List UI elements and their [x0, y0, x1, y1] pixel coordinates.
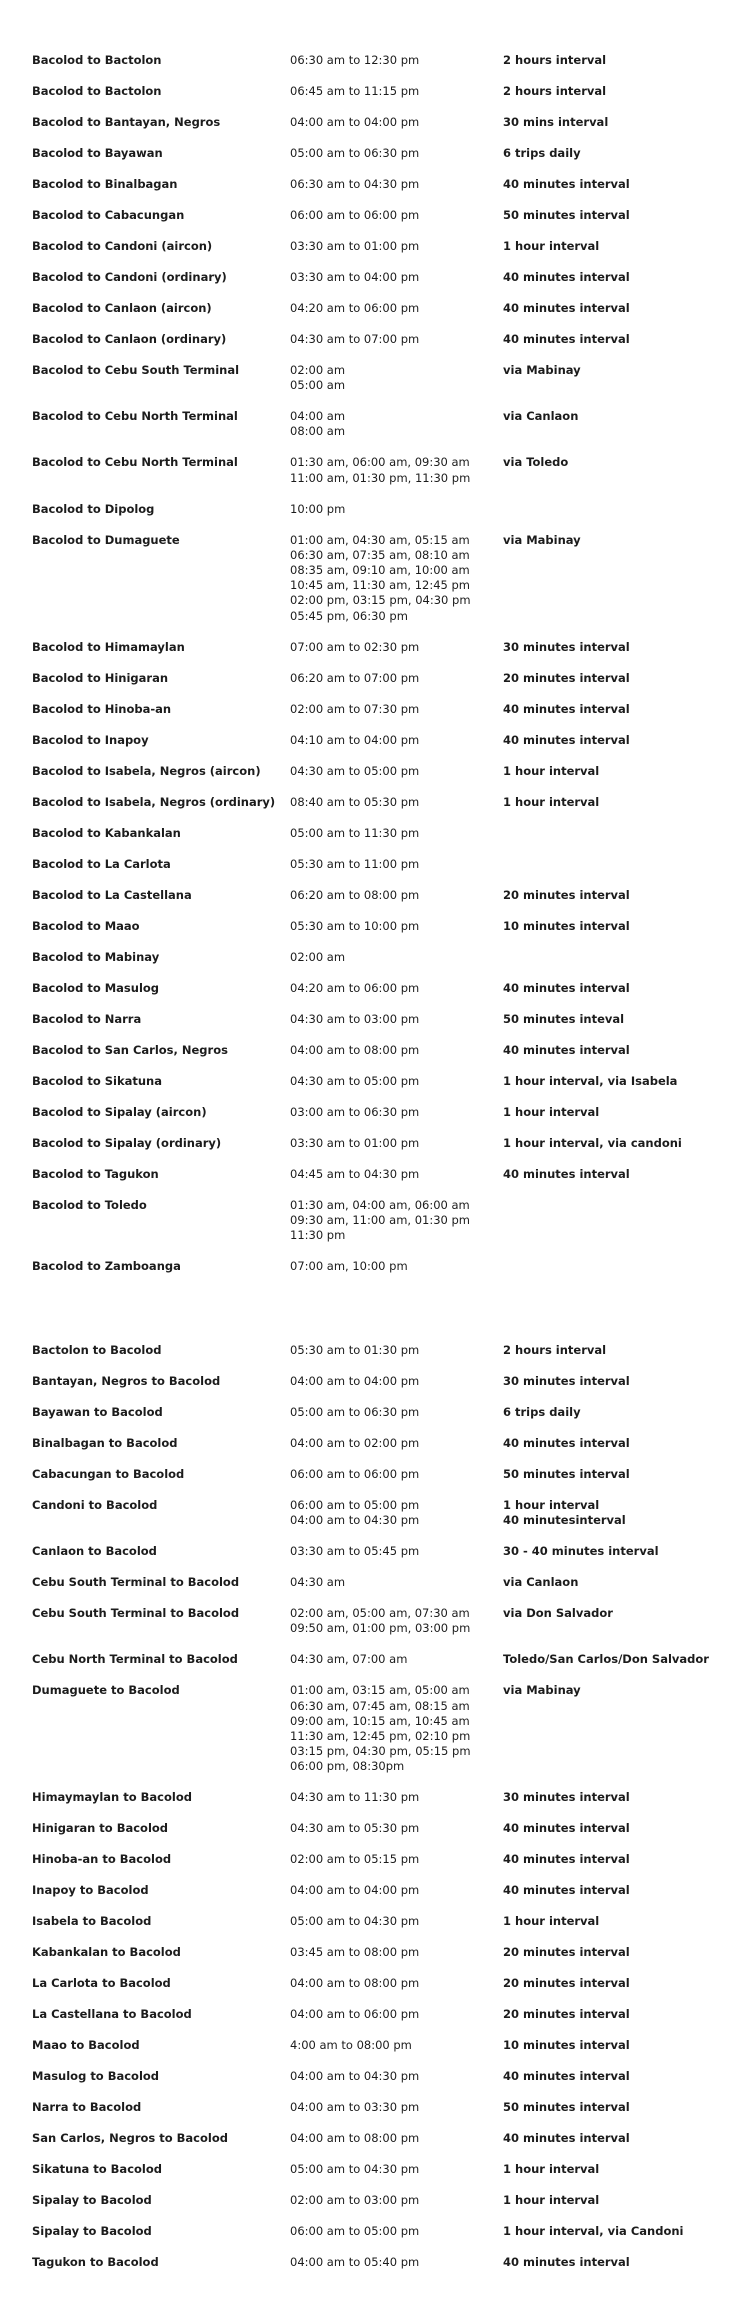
trip-note: 30 minutes interval — [503, 1790, 630, 1805]
trip-note: 6 trips daily — [503, 146, 581, 160]
route-name: Tagukon to Bacolod — [32, 2255, 159, 2270]
trip-note: 40 minutes interval — [503, 1821, 630, 1836]
route-name: Narra to Bacolod — [32, 2100, 142, 2115]
departure-times: 02:00 am 05:00 am — [290, 363, 346, 393]
route-name: Cebu South Terminal to Bacolod — [32, 1606, 240, 1621]
route-name: Bacolod to Dipolog — [32, 501, 155, 516]
departure-times: 05:00 am to 04:30 pm — [290, 2162, 420, 2177]
schedule-row — [32, 502, 732, 517]
schedule-row — [32, 2131, 732, 2146]
trip-note: via Canlaon — [503, 409, 579, 424]
route-name: Bacolod to Cebu South Terminal — [32, 363, 240, 377]
trip-note: via Mabinay — [503, 532, 581, 547]
schedule-row — [32, 1374, 732, 1389]
trip-note: 40 minutes interval — [503, 270, 630, 284]
departure-times: 01:00 am, 03:15 am, 05:00 am 06:30 am, 07:45 am, 08:15 am 09:00 am, 10:15 am, 10:45 am 11:30 am, 12:45 pm, 02:10 pm 03:15 pm, 04:30 pm, 05:15 pm 06:00 pm, 08:30pm — [290, 1683, 471, 1774]
route-name: Bacolod to Himamaylan — [32, 639, 185, 654]
trip-note: 1 hour interval — [503, 2193, 600, 2208]
departure-times: 06:00 am to 06:00 pm — [290, 208, 420, 222]
trip-note: 50 minutes inteval — [503, 1011, 625, 1026]
departure-times: 04:00 am to 04:00 pm — [290, 115, 420, 129]
departure-times: 06:00 am to 06:00 pm — [290, 1467, 420, 1481]
trip-note: 40 minutes interval — [503, 1042, 630, 1057]
schedule-row — [32, 115, 732, 130]
trip-note: 30 minutes interval — [503, 639, 630, 654]
trip-note: 40 minutes interval — [503, 1852, 630, 1867]
schedule-row — [32, 455, 732, 485]
trip-note: Toledo/San Carlos/Don Salvador — [503, 1652, 709, 1667]
schedule-row — [32, 84, 732, 99]
route-name: Bactolon to Bacolod — [32, 1343, 162, 1357]
departure-times: 05:30 am to 11:00 pm — [290, 856, 420, 871]
route-name: Inapoy to Bacolod — [32, 1883, 149, 1898]
route-name: Bacolod to Bactolon — [32, 84, 162, 98]
schedule-row — [32, 671, 732, 686]
departure-times: 06:20 am to 08:00 pm — [290, 887, 420, 902]
departure-times: 04:30 am to 11:30 pm — [290, 1790, 420, 1805]
trip-note: 1 hour interval — [503, 2162, 600, 2177]
schedule-row — [32, 1405, 732, 1420]
route-name: Bacolod to Kabankalan — [32, 825, 181, 840]
trip-note: via Toledo — [503, 455, 569, 470]
schedule-row — [32, 1945, 732, 1960]
schedule-row — [32, 53, 732, 68]
route-name: Sikatuna to Bacolod — [32, 2162, 162, 2177]
schedule-row — [32, 1259, 732, 1274]
departure-times: 06:30 am to 12:30 pm — [290, 53, 420, 67]
trip-note: 50 minutes interval — [503, 208, 630, 222]
trip-note: 2 hours interval — [503, 84, 607, 98]
schedule-row — [32, 1790, 732, 1805]
route-name: Bacolod to Toledo — [32, 1197, 147, 1212]
trip-note: 20 minutes interval — [503, 887, 630, 902]
route-name: Bacolod to Candoni (ordinary) — [32, 270, 227, 284]
schedule-row — [32, 301, 732, 316]
trip-note: via Mabinay — [503, 363, 581, 377]
route-name: Bacolod to Maao — [32, 918, 140, 933]
route-name: Cebu North Terminal to Bacolod — [32, 1652, 238, 1667]
route-name: Bacolod to Bactolon — [32, 53, 162, 67]
trip-note: 1 hour interval, via Isabela — [503, 1073, 678, 1088]
schedule-row — [32, 2007, 732, 2022]
route-name: Masulog to Bacolod — [32, 2069, 160, 2084]
trip-note: 10 minutes interval — [503, 2038, 630, 2053]
trip-note: 20 minutes interval — [503, 670, 630, 685]
trip-note: 40 minutes interval — [503, 177, 630, 191]
schedule-row — [32, 1198, 732, 1244]
schedule-row — [32, 950, 732, 965]
departure-times: 04:00 am to 04:30 pm — [290, 2069, 420, 2084]
route-name: Bacolod to La Carlota — [32, 856, 171, 871]
schedule-row — [32, 409, 732, 439]
schedule-row — [32, 2255, 732, 2270]
schedule-row — [32, 1136, 732, 1151]
route-name: Bacolod to Masulog — [32, 980, 160, 995]
departure-times: 04:30 am to 07:00 pm — [290, 332, 420, 346]
trip-note: 50 minutes interval — [503, 1467, 630, 1481]
departure-times: 05:00 am to 06:30 pm — [290, 146, 420, 160]
schedule-row — [32, 363, 732, 393]
schedule-row — [32, 1043, 732, 1058]
route-name: Bacolod to Binalbagan — [32, 177, 178, 191]
route-name: Sipalay to Bacolod — [32, 2224, 152, 2239]
route-name: San Carlos, Negros to Bacolod — [32, 2131, 228, 2146]
schedule-row — [32, 1167, 732, 1182]
trip-note: 2 hours interval — [503, 1343, 607, 1357]
trip-note: 50 minutes interval — [503, 2100, 630, 2115]
departure-times: 06:30 am to 04:30 pm — [290, 177, 420, 191]
route-name: Bacolod to Isabela, Negros (ordinary) — [32, 794, 276, 809]
departure-times: 03:30 am to 01:00 pm — [290, 1135, 420, 1150]
trip-note: 40 minutes interval — [503, 301, 630, 315]
departure-times: 04:00 am to 08:00 pm — [290, 1042, 420, 1057]
departure-times: 05:00 am to 04:30 pm — [290, 1914, 420, 1929]
departure-times: 04:30 am to 05:30 pm — [290, 1821, 420, 1836]
route-name: Binalbagan to Bacolod — [32, 1436, 178, 1450]
route-name: Sipalay to Bacolod — [32, 2193, 152, 2208]
route-name: Hinoba-an to Bacolod — [32, 1852, 172, 1867]
schedule-row — [32, 533, 732, 624]
schedule-row — [32, 1498, 732, 1528]
trip-note: 40 minutes interval — [503, 332, 630, 346]
departure-times: 04:30 am — [290, 1575, 346, 1590]
route-name: Isabela to Bacolod — [32, 1914, 152, 1929]
trip-note: 30 minutes interval — [503, 1374, 630, 1388]
departure-times: 04:00 am to 05:40 pm — [290, 2255, 420, 2270]
route-name: Bacolod to Dumaguete — [32, 532, 180, 547]
route-name: Bacolod to Bantayan, Negros — [32, 115, 221, 129]
route-name: Bacolod to Candoni (aircon) — [32, 239, 213, 253]
schedule-row — [32, 2069, 732, 2084]
schedule-row — [32, 826, 732, 841]
trip-note: 40 minutes interval — [503, 701, 630, 716]
departure-times: 03:30 am to 05:45 pm — [290, 1544, 420, 1559]
schedule-row — [32, 177, 732, 192]
schedule-row — [32, 1012, 732, 1027]
departure-times: 06:20 am to 07:00 pm — [290, 670, 420, 685]
departure-times: 05:30 am to 10:00 pm — [290, 918, 420, 933]
route-name: Himaymaylan to Bacolod — [32, 1790, 192, 1805]
route-name: Canlaon to Bacolod — [32, 1544, 157, 1559]
route-name: Maao to Bacolod — [32, 2038, 140, 2053]
trip-note: via Canlaon — [503, 1575, 579, 1590]
trip-note: 1 hour interval — [503, 794, 600, 809]
trip-note: 1 hour interval — [503, 763, 600, 778]
departure-times: 04:20 am to 06:00 pm — [290, 980, 420, 995]
departure-times: 01:00 am, 04:30 am, 05:15 am 06:30 am, 07:35 am, 08:10 am 08:35 am, 09:10 am, 10:00 am 10:45 am, 11:30 am, 12:45 pm 02:00 pm, 03:15 pm, 04:30 pm 05:45 pm, 06:30 pm — [290, 532, 471, 623]
departure-times: 04:00 am to 02:00 pm — [290, 1436, 420, 1450]
departure-times: 05:00 am to 06:30 pm — [290, 1405, 420, 1419]
route-name: Bacolod to San Carlos, Negros — [32, 1042, 228, 1057]
route-name: Bacolod to Sipalay (aircon) — [32, 1104, 207, 1119]
schedule-row — [32, 1544, 732, 1559]
schedule-row — [32, 2100, 732, 2115]
trip-note: 1 hour interval, via Candoni — [503, 2224, 684, 2239]
trip-note: 1 hour interval — [503, 1104, 600, 1119]
schedule-row — [32, 795, 732, 810]
departure-times: 05:30 am to 01:30 pm — [290, 1343, 420, 1357]
departure-times: 06:00 am to 05:00 pm 04:00 am to 04:30 pm — [290, 1498, 420, 1528]
departure-times: 02:00 am to 07:30 pm — [290, 701, 420, 716]
trip-note: via Don Salvador — [503, 1606, 613, 1621]
route-name: Bacolod to Cabacungan — [32, 208, 185, 222]
departure-times: 04:00 am to 08:00 pm — [290, 2131, 420, 2146]
schedule-row — [32, 2224, 732, 2239]
route-name: Cebu South Terminal to Bacolod — [32, 1575, 240, 1590]
departure-times: 04:00 am to 03:30 pm — [290, 2100, 420, 2115]
departure-times: 02:00 am to 03:00 pm — [290, 2193, 420, 2208]
departure-times: 02:00 am, 05:00 am, 07:30 am 09:50 am, 01:00 pm, 03:00 pm — [290, 1606, 471, 1636]
schedule-row — [32, 270, 732, 285]
trip-note: 10 minutes interval — [503, 918, 630, 933]
schedule-row — [32, 208, 732, 223]
outbound-schedule — [32, 53, 732, 1290]
trip-note: via Mabinay — [503, 1683, 581, 1698]
route-name: Bacolod to Zamboanga — [32, 1259, 181, 1274]
trip-note: 40 minutes interval — [503, 1436, 630, 1450]
departure-times: 07:00 am, 10:00 pm — [290, 1259, 408, 1274]
departure-times: 01:30 am, 04:00 am, 06:00 am 09:30 am, 11:00 am, 01:30 pm 11:30 pm — [290, 1197, 471, 1243]
route-name: Bacolod to La Castellana — [32, 887, 192, 902]
route-name: La Carlota to Bacolod — [32, 1976, 171, 1991]
route-name: Bacolod to Canlaon (ordinary) — [32, 332, 227, 346]
schedule-row — [32, 2193, 732, 2208]
schedule-row — [32, 1074, 732, 1089]
trip-note: 40 minutes interval — [503, 1166, 630, 1181]
trip-note: 40 minutes interval — [503, 2131, 630, 2146]
route-name: Bacolod to Cebu North Terminal — [32, 455, 238, 470]
trip-note: 40 minutes interval — [503, 1883, 630, 1898]
schedule-row — [32, 2162, 732, 2177]
trip-note: 30 - 40 minutes interval — [503, 1544, 659, 1559]
schedule-row — [32, 1821, 732, 1836]
departure-times: 10:00 pm — [290, 501, 346, 516]
route-name: Bacolod to Canlaon (aircon) — [32, 301, 212, 315]
route-name: La Castellana to Bacolod — [32, 2007, 192, 2022]
departure-times: 04:30 am to 05:00 pm — [290, 1073, 420, 1088]
route-name: Hinigaran to Bacolod — [32, 1821, 169, 1836]
trip-note: 6 trips daily — [503, 1405, 581, 1419]
departure-times: 05:00 am to 11:30 pm — [290, 825, 420, 840]
route-name: Kabankalan to Bacolod — [32, 1945, 181, 1960]
trip-note: 2 hours interval — [503, 53, 607, 67]
schedule-row — [32, 1852, 732, 1867]
schedule-row — [32, 1606, 732, 1636]
route-name: Bacolod to Narra — [32, 1011, 142, 1026]
departure-times: 04:30 am to 03:00 pm — [290, 1011, 420, 1026]
departure-times: 04:00 am to 04:00 pm — [290, 1374, 420, 1388]
schedule-row — [32, 1976, 732, 1991]
route-name: Dumaguete to Bacolod — [32, 1683, 180, 1698]
route-name: Cabacungan to Bacolod — [32, 1467, 185, 1481]
trip-note: 20 minutes interval — [503, 1945, 630, 1960]
schedule-row — [32, 332, 732, 347]
departure-times: 04:00 am to 04:00 pm — [290, 1883, 420, 1898]
schedule-row — [32, 981, 732, 996]
route-name: Bacolod to Inapoy — [32, 732, 149, 747]
schedule-row — [32, 1105, 732, 1120]
departure-times: 03:45 am to 08:00 pm — [290, 1945, 420, 1960]
schedule-row — [32, 1683, 732, 1774]
schedule-row — [32, 1883, 732, 1898]
departure-times: 04:00 am 08:00 am — [290, 409, 346, 439]
schedule-row — [32, 146, 732, 161]
departure-times: 03:30 am to 04:00 pm — [290, 270, 420, 284]
trip-note: 30 mins interval — [503, 115, 609, 129]
route-name: Bacolod to Mabinay — [32, 949, 160, 964]
schedule-row — [32, 764, 732, 779]
route-name: Bacolod to Cebu North Terminal — [32, 409, 238, 424]
route-name: Bantayan, Negros to Bacolod — [32, 1374, 221, 1388]
route-name: Bacolod to Isabela, Negros (aircon) — [32, 763, 261, 778]
schedule-row — [32, 1575, 732, 1590]
departure-times: 04:20 am to 06:00 pm — [290, 301, 420, 315]
trip-note: 40 minutes interval — [503, 2255, 630, 2270]
schedule-row — [32, 1914, 732, 1929]
trip-note: 40 minutes interval — [503, 2069, 630, 2084]
departure-times: 04:30 am to 05:00 pm — [290, 763, 420, 778]
trip-note: 40 minutes interval — [503, 732, 630, 747]
departure-times: 07:00 am to 02:30 pm — [290, 639, 420, 654]
schedule-row — [32, 888, 732, 903]
trip-note: 1 hour interval 40 minutesinterval — [503, 1498, 626, 1528]
schedule-row — [32, 640, 732, 655]
trip-note: 20 minutes interval — [503, 1976, 630, 1991]
departure-times: 04:10 am to 04:00 pm — [290, 732, 420, 747]
departure-times: 03:00 am to 06:30 pm — [290, 1104, 420, 1119]
departure-times: 01:30 am, 06:00 am, 09:30 am 11:00 am, 01:30 pm, 11:30 pm — [290, 455, 471, 485]
departure-times: 02:00 am — [290, 949, 346, 964]
trip-note: 1 hour interval — [503, 1914, 600, 1929]
departure-times: 4:00 am to 08:00 pm — [290, 2038, 412, 2053]
route-name: Bacolod to Sikatuna — [32, 1073, 162, 1088]
route-name: Bacolod to Bayawan — [32, 146, 163, 160]
schedule-row — [32, 1436, 732, 1451]
trip-note: 20 minutes interval — [503, 2007, 630, 2022]
departure-times: 06:45 am to 11:15 pm — [290, 84, 420, 98]
departure-times: 03:30 am to 01:00 pm — [290, 239, 420, 253]
schedule-row — [32, 1467, 732, 1482]
route-name: Candoni to Bacolod — [32, 1498, 158, 1512]
departure-times: 04:30 am, 07:00 am — [290, 1652, 408, 1667]
departure-times: 04:45 am to 04:30 pm — [290, 1166, 420, 1181]
schedule-row — [32, 239, 732, 254]
route-name: Bacolod to Sipalay (ordinary) — [32, 1135, 222, 1150]
departure-times: 06:00 am to 05:00 pm — [290, 2224, 420, 2239]
route-name: Bayawan to Bacolod — [32, 1405, 163, 1419]
schedule-row — [32, 1652, 732, 1667]
schedule-row — [32, 702, 732, 717]
schedule-row — [32, 919, 732, 934]
inbound-schedule — [32, 1343, 732, 2286]
route-name: Bacolod to Tagukon — [32, 1166, 159, 1181]
route-name: Bacolod to Hinoba-an — [32, 701, 172, 716]
departure-times: 08:40 am to 05:30 pm — [290, 794, 420, 809]
route-name: Bacolod to Hinigaran — [32, 670, 169, 685]
trip-note: 1 hour interval, via candoni — [503, 1135, 682, 1150]
trip-note: 40 minutes interval — [503, 980, 630, 995]
departure-times: 02:00 am to 05:15 pm — [290, 1852, 420, 1867]
trip-note: 1 hour interval — [503, 239, 600, 253]
departure-times: 04:00 am to 08:00 pm — [290, 1976, 420, 1991]
schedule-row — [32, 733, 732, 748]
schedule-row — [32, 1343, 732, 1358]
departure-times: 04:00 am to 06:00 pm — [290, 2007, 420, 2022]
schedule-row — [32, 857, 732, 872]
schedule-row — [32, 2038, 732, 2053]
